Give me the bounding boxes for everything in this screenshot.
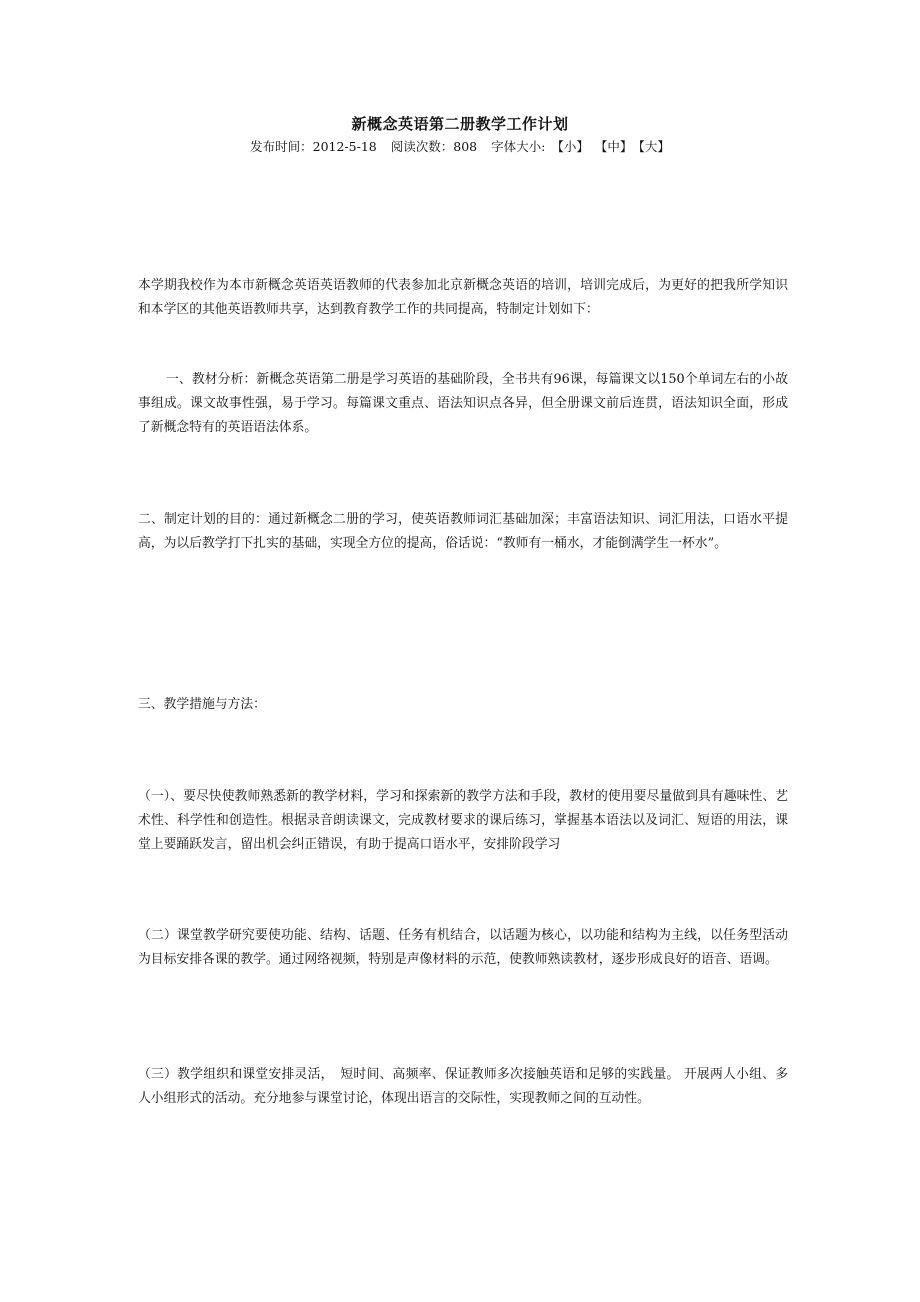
font-size-large-link[interactable]: 【大】 (632, 139, 670, 154)
read-count: 阅读次数：808 (390, 139, 478, 154)
page-title: 新概念英语第二册教学工作计划 (351, 115, 569, 133)
section-methods-heading: 三、教学措施与方法： (138, 697, 266, 712)
method-item-3: （三）教学组织和课堂安排灵活， 短时间、高频率、保证教师多次接触英语和足够的实践量。 开展两人小组、多人小组形式的活动。充分地参与课堂讨论，体现出语言的交际性，实现教师之间的互动性。 (138, 1067, 788, 1106)
intro-paragraph: 本学期我校作为本市新概念英语英语教师的代表参加北京新概念英语的培训，培训完成后，为更好的把我所学知识和本学区的其他英语教师共享，达到教育教学工作的共同提高，特制定计划如下： (138, 278, 788, 317)
font-size-small-link[interactable]: 【小】 (551, 139, 589, 154)
method-item-2: （二）课堂教学研究要使功能、结构、话题、任务有机结合，以话题为核心，以功能和结构为主线，以任务型活动为目标安排各课的教学。通过网络视频，特别是声像材料的示范，使教师熟读教材，逐步形成良好的语音、语调。 (138, 928, 788, 967)
method-item-1: （一）、要尽快使教师熟悉新的教学材料，学习和探索新的教学方法和手段，教材的使用要尽量做到具有趣味性、艺术性、科学性和创造性。根据录音朗读课文，完成教材要求的课后练习，掌握基本语法以及词汇、短语的用法，课堂上要踊跃发言，留出机会纠正错误，有助于提高口语水平，安排阶段学习 (138, 789, 788, 852)
article-meta (0, 138, 920, 156)
publish-date: 发布时间：2012-5-18 (250, 139, 377, 154)
font-size-medium-link[interactable]: 【中】 (594, 139, 633, 154)
section-textbook-analysis: 一、教材分析：新概念英语第二册是学习英语的基础阶段，全书共有96课，每篇课文以150个单词左右的小故事组成。课文故事性强，易于学习。每篇课文重点、语法知识点各异，但全册课文前后连贯，语法知识全面，形成了新概念特有的英语语法体系。 (138, 372, 788, 435)
font-size-label: 字体大小: (491, 139, 546, 154)
section-plan-purpose: 二、制定计划的目的：通过新概念二册的学习，使英语教师词汇基础加深；丰富语法知识、词汇用法，口语水平提高，为以后教学打下扎实的基础，实现全方位的提高，俗话说：“教师有一桶水，才能倒满学生一杯水”。 (138, 512, 788, 551)
